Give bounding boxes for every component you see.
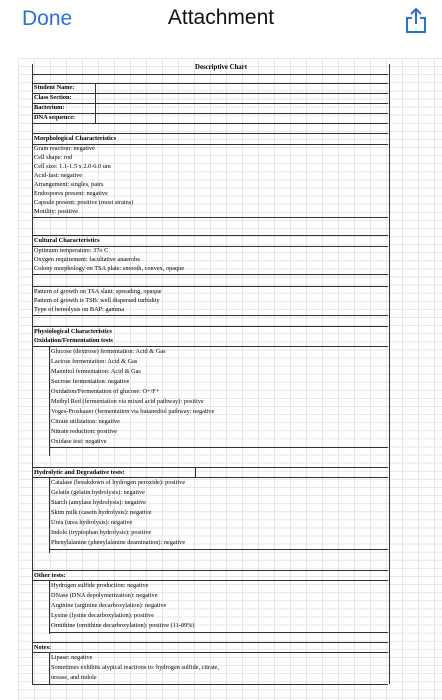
divider	[32, 93, 388, 94]
list-item: Oxidase test: negative	[51, 438, 107, 445]
cell-divider	[195, 467, 196, 477]
divider	[32, 113, 388, 114]
list-item: Capsule present: positive (most strains)	[34, 199, 134, 206]
student-name-label: Student Name:	[34, 84, 75, 91]
indent-divider	[49, 477, 50, 553]
divider	[32, 123, 388, 124]
list-item: Glucose (dextrose) fermentation: Acid & Gas	[51, 348, 166, 355]
divider	[32, 246, 388, 247]
divider	[32, 235, 388, 236]
indent-divider	[49, 652, 50, 684]
notes-heading: Notes:	[34, 644, 52, 651]
divider	[32, 346, 388, 347]
list-item: Arrangement: singles, pairs	[34, 181, 104, 188]
divider	[32, 326, 388, 327]
list-item: Mannitol fermentation: Acid & Gas	[51, 368, 141, 375]
list-item: Methyl Red (fermentation via mixed acid pathway): positive	[51, 398, 204, 405]
list-item: Lysine (lysine decarboxylation): positive	[51, 612, 155, 619]
divider	[32, 274, 388, 275]
divider	[49, 447, 388, 448]
divider	[32, 684, 388, 685]
list-item: Pattern of growth is TSB: well dispersed turbidity	[34, 297, 160, 304]
indent-divider	[49, 580, 50, 634]
hyd-heading: Hydrolytic and Degradative tests:	[34, 469, 125, 476]
divider	[32, 652, 388, 653]
divider	[32, 477, 388, 478]
cult-heading: Cultural Characteristics	[34, 237, 100, 244]
phys-heading: Physiological Characteristics	[34, 328, 112, 335]
class-section-label: Class Section:	[34, 94, 72, 101]
list-item: Urea (urea hydrolysis): negative	[51, 519, 133, 526]
list-item: Lipase: negative	[51, 654, 93, 661]
done-button[interactable]: Done	[22, 7, 73, 30]
list-item: Sometimes exhibits atypical reactions to: hydrogen sulfide, citrate,	[51, 664, 220, 671]
divider	[32, 642, 388, 643]
bacterium-label: Bacterium:	[34, 104, 65, 111]
nav-bar	[0, 0, 442, 40]
list-item: urease, and indole	[51, 674, 97, 681]
divider	[32, 315, 388, 316]
divider	[32, 144, 388, 145]
list-item: Type of hemolysis on BAP: gamma	[34, 306, 124, 313]
list-item: Cell size: 1.1-1.5 x 2.0-6.0 um	[34, 163, 111, 170]
page-title: Attachment	[167, 6, 275, 29]
list-item: Citrate utilization: negative	[51, 418, 120, 425]
list-item: Acid-fast: negative	[34, 172, 83, 179]
divider	[32, 570, 388, 571]
chart-title: Descriptive Chart	[195, 64, 247, 71]
morph-heading: Morphological Characteristics	[34, 135, 117, 142]
list-item: Arginine (arginine decarboxylation): negative	[51, 602, 167, 609]
list-item: Catalase (breakdown of hydrogen peroxide): positive	[51, 479, 186, 486]
divider	[32, 83, 388, 84]
list-item: Gelatin (gelatin hydrolysis): negative	[51, 489, 145, 496]
list-item: Skim milk (casein hydrolysis): negative	[51, 509, 152, 516]
divider	[32, 217, 388, 218]
list-item: Sucrose fermentation: negative	[51, 378, 130, 385]
list-item: Indole (tryptophan hydrolysis): positive	[51, 529, 152, 536]
list-item: Oxidation/Fermentation of glucose: O+/F+	[51, 388, 160, 395]
divider	[32, 103, 388, 104]
list-item: Lactose fermentation: Acid & Gas	[51, 358, 138, 365]
divider	[32, 133, 388, 134]
divider	[32, 74, 388, 75]
list-item: Pattern of growth on TSA slant: spreading, opaque	[34, 288, 162, 295]
divider	[49, 632, 388, 633]
list-item: Starch (amylase hydrolysis): negative	[51, 499, 146, 506]
divider	[32, 467, 388, 468]
list-item: Phenylalanine (phenylalanine deamination): negative	[51, 539, 186, 546]
list-item: Hydrogen sulfide production: negative	[51, 582, 149, 589]
other-heading: Other tests:	[34, 572, 66, 579]
list-item: Colony morphology on TSA plate: smooth, convex, opaque	[34, 265, 185, 272]
divider	[32, 286, 388, 287]
list-item: Optimum temperature: 37o C	[34, 247, 109, 254]
list-item: DNase (DNA depolymerization): negative	[51, 592, 158, 599]
list-item: Nitrate reduction: positive	[51, 428, 118, 435]
list-item: Gram reaction: negative	[34, 145, 95, 152]
list-item: Ornithine (ornithine decarboxylation): positive (11-89%)	[51, 622, 195, 629]
list-item: Cell shape: rod	[34, 154, 73, 161]
list-item: Voges-Proskauer (fermentation via butanediol pathway: negative	[51, 408, 215, 415]
share-icon[interactable]	[404, 6, 428, 34]
dna-sequence-label: DNA sequence:	[34, 114, 76, 121]
list-item: Motility: positive	[34, 208, 78, 215]
ox-heading: Oxidation/Fermentation tests	[34, 337, 113, 344]
divider	[32, 580, 388, 581]
divider	[49, 549, 388, 550]
indent-divider	[49, 346, 50, 456]
list-item: Endospores present: negative	[34, 190, 108, 197]
list-item: Oxygen requirement: facultative anaerobe	[34, 256, 141, 263]
